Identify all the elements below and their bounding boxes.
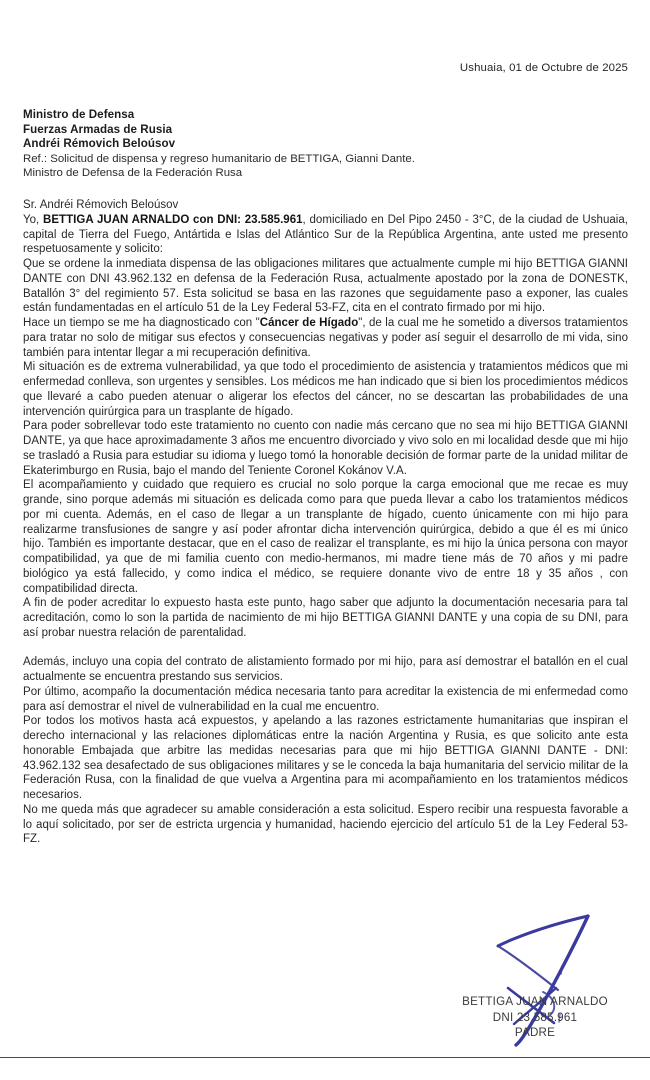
paragraph-documentation: A fin de poder acreditar lo expuesto hasta este punto, hago saber que adjunto la documentación necesaria para tal acreditación, como lo son la partida de nacimiento de mi hijo BETTIGA GIANNI DANTE y una copia de su DNI, para así probar nuestra relación de parentalidad. [23,597,628,639]
paragraph-closing: No me queda más que agradecer su amable consideración a esta solicitud. Espero recibir una respuesta favorable a lo aquí solicitado, por ser de estricta urgencia y humanidad, haciendo ejercicio del artículo 51 de la Ley Federal 53-FZ. [23,803,628,846]
signatory-name: BETTIGA JUAN ARNALDO [462,995,608,1008]
applicant-name-dni: BETTIGA JUAN ARNALDO con DNI: 23.585.961 [43,213,303,226]
diagnosis-term: Cáncer de Hígado [259,317,359,329]
signatory-role: PADRE [514,1026,556,1039]
reference-line: Ref.: Solicitud de dispensa y regreso humanitario de BETTIGA, Gianni Dante. [23,152,415,165]
addressee-name: Andréi Rémovich Beloúsov [23,137,176,151]
ministry-line: Ministro de Defensa de la Federación Rusa [23,167,243,180]
page-bottom-divider [0,1057,650,1058]
paragraph-diagnosis-part1: Hace un tiempo se me ha diagnosticado con " [23,317,260,329]
signatory-dni: DNI 23.585.961 [492,1010,578,1024]
paragraph-vulnerability: Mi situación es de extrema vulnerabilidad, ya que todo el procedimiento de asistencia y tratamientos médicos que mi enfermedad conlleva, son urgentes y sensibles. Los médicos me han indicado que si bien los procedimientos médicos que llevaré a cabo pueden atenuar o aligerar los efectos del cáncer, no se descartan las probabilidades de una intervención quirúrgica para un trasplante de hígado. [23,361,628,418]
paragraph-diagnosis [23,316,628,360]
paragraph-enlistment-contract: Además, incluyo una copia del contrato de alistamiento formado por mi hijo, para así demostrar el batallón en el cual actualmente se encuentra prestando sus servicios. [23,656,628,683]
letter-body [23,198,628,847]
date-line: Ushuaia, 01 de Octubre de 2025 [459,62,628,74]
paragraph-identification-part2: , domiciliado en Del Pipo 2450 - 3°C, de la ciudad de Ushuaia, capital de Tierra del Fuego, Antártida e Islas del Atlántico Sur de la República Argentina, ante usted me presento respetuosamente y solicito: [23,213,628,256]
paragraph-request: Que se ordene la inmediata dispensa de las obligaciones militares que actualmente cumple mi hijo BETTIGA GIANNI DANTE con DNI 43.962.132 en defensa de la Federación Rusa, actualmente apostado por la zona de DONESTK, Batallón 3° del regimiento 57. Esta solicitud se basa en las razones que seguidamente paso a exponer, las cuales están fundamentadas en el artículo 51 de la Ley Federal 53-FZ, cita en el contrato firmado por mi hijo. [23,258,628,315]
paragraph-compatibility: El acompañamiento y cuidado que requiero es crucial no solo porque la carga emocional que me recae es muy grande, sino porque además mi situación es delicada como para que pueda llevar a cabo los tratamientos médicos por mi cuenta. Además, en el caso de llegar a un transplante de hígado, cuento únicamente con mi hijo para realizarme transfusiones de sangre y así poder afrontar dicha intervención quirúrgica, debido a que él es mi único hijo. También es importante destacar, que en el caso de realizar el transplante, es mi hijo la única persona con mayor compatibilidad, ya que de mi familia cuento con medio-hermanos, mi madre tiene más de 70 años y mi padre biológico ya está fallecido, y como indica el médico, se requiere donante vivo de entre 18 y 35 años , con compatibilidad directa. [23,479,628,595]
addressee-title: Ministro de Defensa [23,108,135,121]
signature-caption [430,994,640,1041]
addressee-organization: Fuerzas Armadas de Rusia [23,122,173,136]
addressee-block [23,108,628,181]
paragraph-medical-documentation: Por último, acompaño la documentación médica necesaria tanto para acreditar la existencia de mi enfermedad como para así demostrar el nivel de vulnerabilidad en la cual me encuentro. [23,685,628,713]
paragraph-diagnosis-part2: ", de la cual me he sometido a diversos tratamientos para tratar no solo de mitigar sus efectos y consecuencias negativas y poder así seguir el desarrollo de mi vida, sino también para intentar llegar a mi recuperación definitiva. [23,317,628,359]
salutation: Sr. Andréi Rémovich Beloúsov [23,199,179,211]
paragraph-humanitarian-appeal: Por todos los motivos hasta acá expuestos, y apelando a las razones estrictamente humanitarias que inspiran el derecho internacional y las relaciones diplomáticas entre la nación Argentina y Rusia, es que solicito ante esta honorable Embajada que arbitre las medidas necesarias para que mi hijo BETTIGA GIANNI DANTE - DNI: 43.962.132 sea desafectado de sus obligaciones militares y se le conceda la baja humanitaria del servicio militar de la Federación Rusa, con la finalidad de que vuelva a Argentina para mi acompañamiento en los tratamientos médicos necesarios. [23,715,628,801]
paragraph-family-support: Para poder sobrellevar todo este tratamiento no cuento con nadie más cercano que no sea mi hijo BETTIGA GIANNI DANTE, ya que hace aproximadamente 3 años me encuentro divorciado y vivo solo en mi localidad desde que mi hijo se trasladó a Rusia para estudiar su idioma y luego tomó la honorable decisión de formar parte de la unidad militar de Ekaterimburgo en Rusia, bajo el mando del Teniente Coronel Kokánov V.A. [23,420,628,477]
paragraph-identification [23,213,628,257]
paragraph-identification-part1: Yo, [23,213,44,226]
signature-block [430,898,640,1048]
